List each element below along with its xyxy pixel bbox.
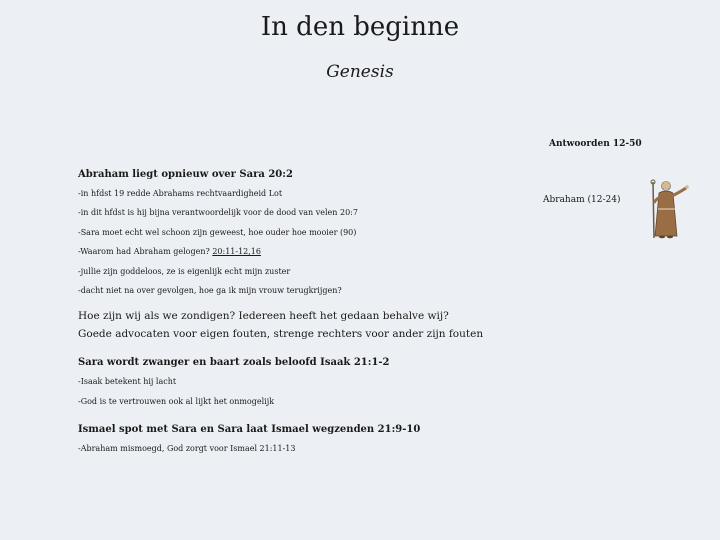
section-heading: Sara wordt zwanger en baart zoals beloofd Isaak 21:1-2 <box>78 357 390 369</box>
bullet-line: -dacht niet na over gevolgen, hoe ga ik mijn vrouw terugkrijgen? <box>78 285 342 295</box>
bullet-line: -Abraham mismoegd, God zorgt voor Ismael 21:11-13 <box>78 444 296 454</box>
section-heading: Abraham liegt opnieuw over Sara 20:2 <box>78 169 293 180</box>
content-block <box>78 168 518 463</box>
bullet-text: -Waarom had Abraham gelogen? <box>78 247 213 257</box>
bullet-line: -in hfdst 19 redde Abrahams rechtvaardigheid Lot <box>78 189 283 198</box>
bullet-line: -God is te vertrouwen ook al lijkt het onmogelijk <box>78 396 275 406</box>
bullet-line-with-reference <box>78 246 518 257</box>
slide-subtitle: Genesis <box>326 62 394 82</box>
section-heading: Ismael spot met Sara en Sara laat Ismael wegzenden 21:9-10 <box>78 424 421 436</box>
bullet-line: -in dit hfdst is hij bijna verantwoordelijk voor de dood van velen 20:7 <box>78 208 358 218</box>
reflection-question: Hoe zijn wij als we zondigen? Iedereen heeft het gedaan behalve wij? <box>78 310 449 323</box>
bullet-line: -Isaak betekent hij lacht <box>78 377 177 387</box>
monk-figure-icon <box>644 176 692 240</box>
bullet-line: -Sara moet echt wel schoon zijn geweest, hoe ouder hoe mooier (90) <box>78 227 357 237</box>
reflection-question: Goede advocaten voor eigen fouten, strenge rechters voor ander zijn fouten <box>78 328 484 341</box>
answers-label: Antwoorden 12-50 <box>549 139 642 149</box>
slide-title: In den beginne <box>260 12 460 42</box>
scripture-reference-link[interactable]: 20:11-12,16 <box>212 247 261 257</box>
side-note: Abraham (12-24) <box>543 195 621 205</box>
bullet-line: -jullie zijn goddeloos, ze is eigenlijk echt mijn zuster <box>78 266 291 276</box>
